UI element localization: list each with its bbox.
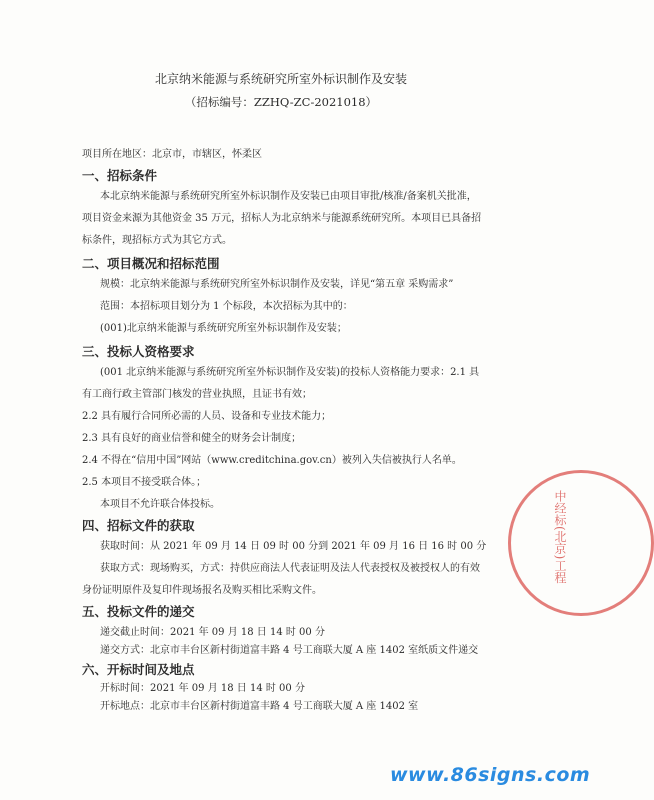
section-3-line-5: 2.4 不得在“信用中国”网站（www.creditchina.gov.cn）被列入失信被执行人名单。 [82,455,462,466]
section-5-line-1: 递交截止时间：2021 年 09 月 18 日 14 时 00 分 [100,627,325,638]
project-location: 项目所在地区：北京市，市辖区，怀柔区 [82,149,262,160]
section-3-line-4: 2.3 具有良好的商业信誉和健全的财务会计制度； [82,433,302,444]
section-1-heading: 一、招标条件 [82,168,158,183]
section-6-heading: 六、开标时间及地点 [82,662,195,677]
section-4-line-3: 身份证明原件及复印件现场报名及购买相比采购文件。 [82,585,322,596]
section-1-line-3: 标条件，现招标方式为其它方式。 [82,235,232,246]
section-4-heading: 四、招标文件的获取 [82,518,195,533]
section-6-line-2: 开标地点：北京市丰台区新村街道富丰路 4 号工商联大厦 A 座 1402 室 [100,701,419,712]
section-3-line-1: (001 北京纳米能源与系统研究所室外标识制作及安装)的投标人资格能力要求：2.1 具 [100,367,480,378]
section-2-heading: 二、项目概况和招标范围 [82,256,220,271]
site-watermark: www.86signs.com [390,764,591,786]
stamp-text: 中经标(北京)工程 [553,490,567,584]
section-3-line-6: 2.5 本项目不接受联合体。； [82,477,207,488]
section-4-line-2: 获取方式：现场购买，方式：持供应商法人代表证明及法人代表授权及被授权人的有效 [100,563,480,574]
section-1-line-1: 本北京纳米能源与系统研究所室外标识制作及安装已由项目审批/核准/备案机关批准， [100,191,477,202]
section-3-heading: 三、投标人资格要求 [82,344,195,359]
bid-number: （招标编号：ZZHQ-ZC-2021018） [184,95,378,109]
section-3-line-3: 2.2 具有履行合同所必需的人员、设备和专业技术能力； [82,411,332,422]
section-2-line-1: 规模：北京纳米能源与系统研究所室外标识制作及安装，详见“第五章 采购需求” [100,279,454,290]
section-2-line-2: 范围：本招标项目划分为 1 个标段，本次招标为其中的： [100,301,353,312]
section-5-heading: 五、投标文件的递交 [82,604,195,619]
section-3-line-7: 本项目不允许联合体投标。 [100,499,220,510]
section-1-line-2: 项目资金来源为其他资金 35 万元，招标人为北京纳米与能源系统研究所。本项目已具备招 [82,213,482,224]
section-5-line-2: 递交方式：北京市丰台区新村街道富丰路 4 号工商联大厦 A 座 1402 室纸质文件递交 [100,645,479,656]
section-2-line-3: (001)北京纳米能源与系统研究所室外标识制作及安装； [100,323,347,334]
section-3-line-2: 有工商行政主管部门核发的营业执照，且证书有效； [82,389,312,400]
doc-title: 北京纳米能源与系统研究所室外标识制作及安装 [154,72,407,86]
section-6-line-1: 开标时间：2021 年 09 月 18 日 14 时 00 分 [100,683,305,694]
section-4-line-1: 获取时间：从 2021 年 09 月 14 日 09 时 00 分到 2021 年 09 月 16 日 16 时 00 分 [100,541,487,552]
